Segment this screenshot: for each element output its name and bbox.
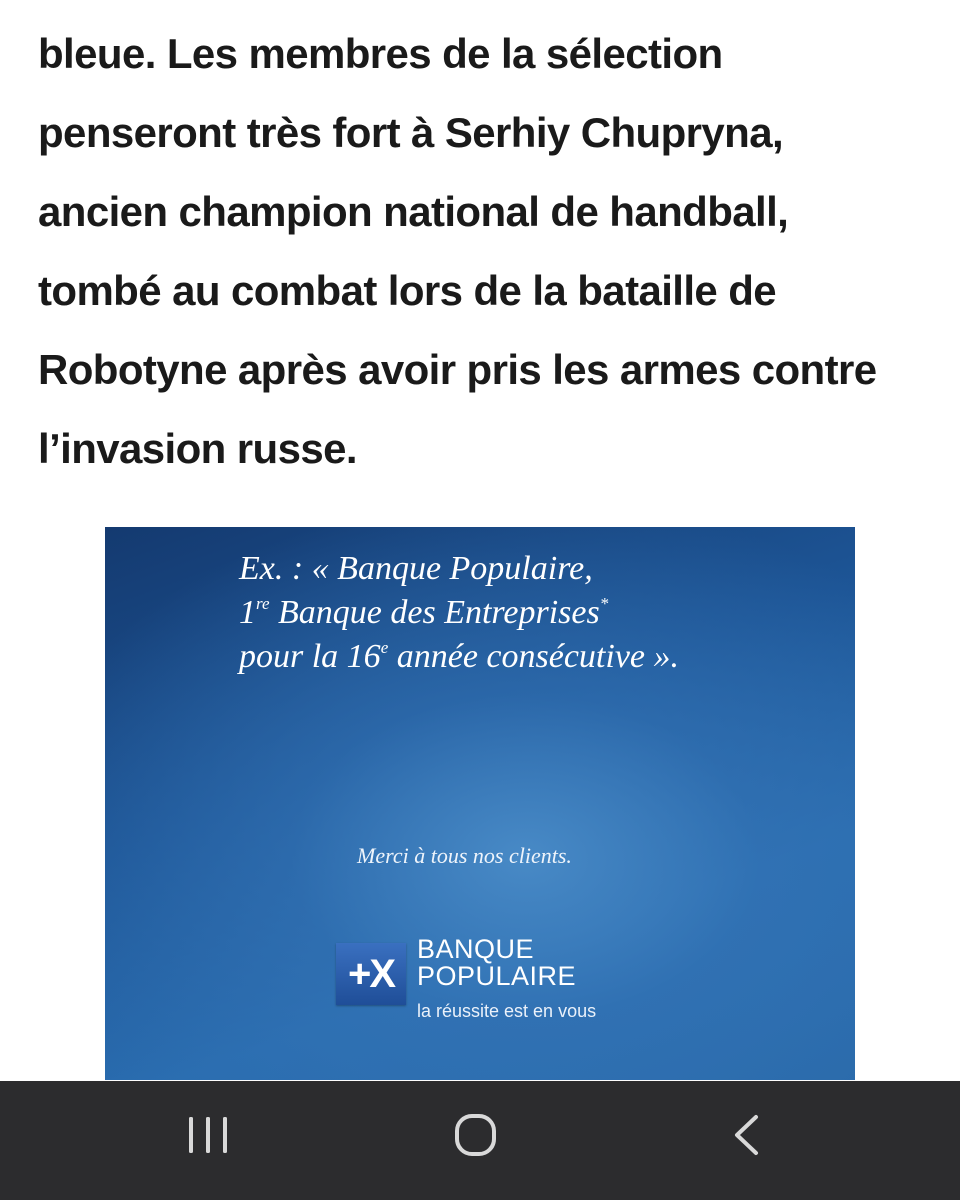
article-line: penseront très fort à Serhiy Chupryna, [38,109,784,156]
article-body [38,14,938,488]
article-line: Robotyne après avoir pris les armes contre [38,346,877,393]
recents-button[interactable] [168,1105,248,1165]
banque-populaire-ad[interactable] [105,527,855,1080]
back-button[interactable] [704,1105,784,1165]
ad-quote-line: pour la 16e année consécutive ». [239,638,679,675]
ad-quote-line: Ex. : « Banque Populaire, [239,550,593,587]
system-navigation-bar [0,1081,960,1200]
article-line: l’invasion russe. [38,425,357,472]
home-button[interactable] [436,1105,516,1165]
ad-quote [239,547,679,679]
back-icon [704,1105,784,1165]
ad-quote-line: 1re Banque des Entreprises* [239,594,609,631]
logo-tagline: la réussite est en vous [417,1001,597,1021]
logo-word: BANQUE [417,934,535,964]
banque-populaire-logo-icon: +X [336,943,406,1005]
article-line: ancien champion national de handball, [38,188,789,235]
recents-icon [168,1105,248,1165]
ad-thanks-text: Merci à tous nos clients. [357,843,572,868]
logo-wordmark [417,936,576,990]
article-line: bleue. Les membres de la sélection [38,30,723,77]
logo-word: POPULAIRE [417,961,577,991]
article-line: tombé au combat lors de la bataille de [38,267,777,314]
home-icon [436,1105,516,1165]
